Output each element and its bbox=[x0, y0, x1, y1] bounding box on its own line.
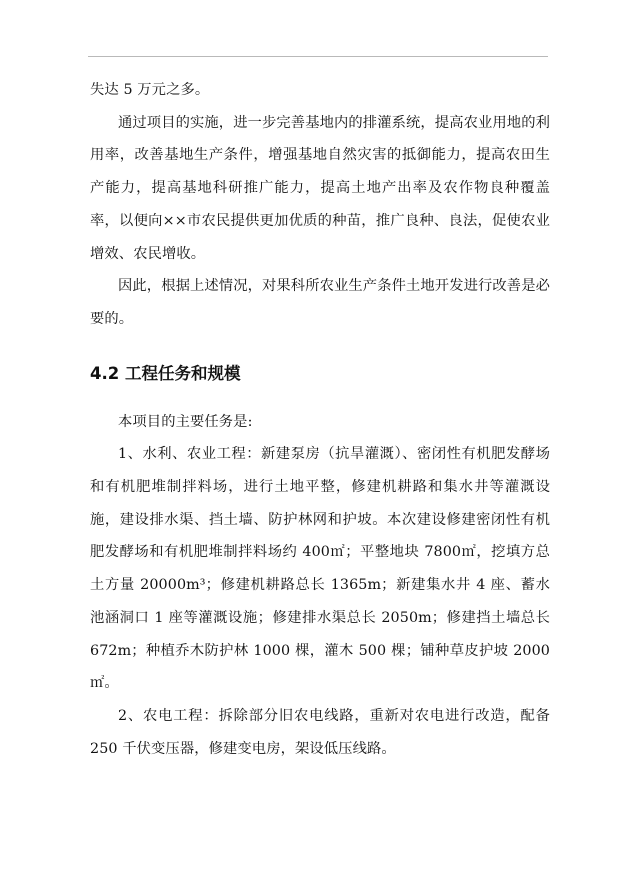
section-heading: 4.2 工程任务和规模 bbox=[90, 363, 241, 383]
paragraph-project-benefits: 通过项目的实施，进一步完善基地内的排灌系统，提高农业用地的利用率，改善基地生产条件，增强基地自然灾害的抵御能力，提高农田生产能力，提高基地科研推广能力，提高土地产出率及农作物良种覆盖率，以便向××市农民提供更加优质的种苗，推广良种、良法，促使农业增效、农民增收。 bbox=[90, 114, 550, 262]
header-rule bbox=[88, 56, 548, 57]
paragraph-water-agri-works: 1、水利、农业工程：新建泵房（抗旱灌溉）、密闭性有机肥发酵场和有机肥堆制拌料场，进行土地平整，修建机耕路和集水井等灌溉设施，建设排水渠、挡土墙、防护林网和护坡。本次建设修建密闭性有机肥发酵场和有机肥堆制拌料场约 400㎡；平整地块 7800㎡，挖填方总土方量 20000m³；修建机耕路总长 1365m；新建集水井 4 座、蓄水池涵洞口 1 座等灌溉设施；修建排水渠总长 2050m；修建挡土墙总长 672m；种植乔木防护林 1000 棵，灌木 500 棵；铺种草皮护坡 2000㎡。 bbox=[90, 446, 550, 692]
paragraph-main-tasks-intro: 本项目的主要任务是: bbox=[118, 413, 253, 430]
document-body bbox=[90, 74, 550, 765]
paragraph-conclusion: 因此，根据上述情况，对果科所农业生产条件土地开发进行改善是必要的。 bbox=[90, 278, 550, 327]
paragraph-continuation: 失达 5 万元之多。 bbox=[90, 82, 210, 98]
paragraph-power-works: 2、农电工程：拆除部分旧农电线路，重新对农电进行改造，配备 250 千伏变压器，修建变电房，架设低压线路。 bbox=[90, 707, 550, 757]
